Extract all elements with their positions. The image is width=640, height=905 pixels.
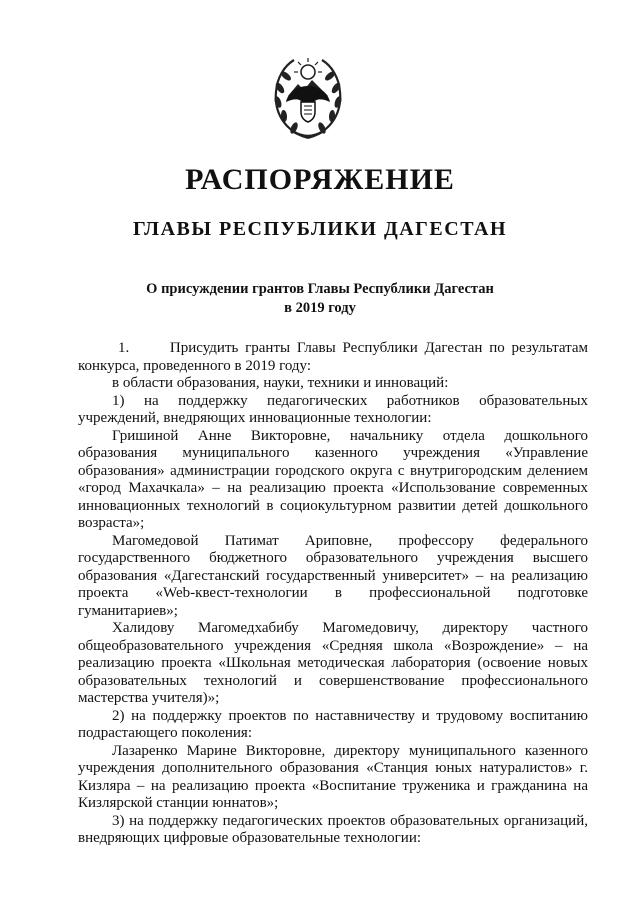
document-body — [78, 340, 592, 848]
order-title-line-2: в 2019 году — [284, 300, 356, 316]
paragraph-7: 2) на поддержку проектов по наставничеству и трудовому воспитанию подрастающего поколения: — [78, 707, 588, 741]
paragraph-9: 3) на поддержку педагогических проектов образовательных организаций, внедряющих цифровые образовательные технологии: — [78, 812, 588, 846]
document-title: РАСПОРЯЖЕНИЕ — [185, 163, 455, 196]
paragraph-8: Лазаренко Марине Викторовне, директору муниципального казенного учреждения дополнительного образования «Станция юных натуралистов» г. Кизляра – на реализацию проекта «Воспитание труженика и гражданина на Кизлярской станции юннатов»; — [78, 742, 588, 811]
coat-of-arms-icon — [268, 52, 348, 142]
document-subtitle: ГЛАВЫ РЕСПУБЛИКИ ДАГЕСТАН — [132, 218, 508, 240]
paragraph-3: 1) на поддержку педагогических работников образовательных учреждений, внедряющих инновационные технологии: — [78, 392, 588, 426]
order-title-line-1: О присуждении грантов Главы Республики Дагестан — [146, 281, 494, 297]
paragraph-1: 1. Присудить гранты Главы Республики Дагестан по результатам конкурса, проведенного в 2019 году: — [78, 340, 592, 374]
paragraph-5: Магомедовой Патимат Ариповне, профессору федерального государственного бюджетного образовательного учреждения высшего образования «Дагестанский государственный университет» – на реализацию проекта «Web-квест-технологии в профессиональной подготовке гуманитариев»; — [78, 532, 588, 619]
paragraph-6: Халидову Магомедхабибу Магомедовичу, директору частного общеобразовательного учреждения «Средняя школа «Возрождение» – на реализацию проекта «Школьная методическая лаборатория (освоение новых образовательных технологий и совершенствование профессионального мастерства учителя)»; — [78, 620, 588, 706]
order-title — [120, 280, 520, 318]
paragraph-4: Гришиной Анне Викторовне, начальнику отдела дошкольного образования муниципального казенного учреждения «Управление образования» администрации городского округа с внутригородским делением «город Махачкала» – на реализацию проекта «Использование современных инновационных технологий в социокультурном развитии детей дошкольного возраста»; — [78, 427, 588, 531]
paragraph-2: в области образования, науки, техники и инноваций: — [112, 375, 449, 391]
